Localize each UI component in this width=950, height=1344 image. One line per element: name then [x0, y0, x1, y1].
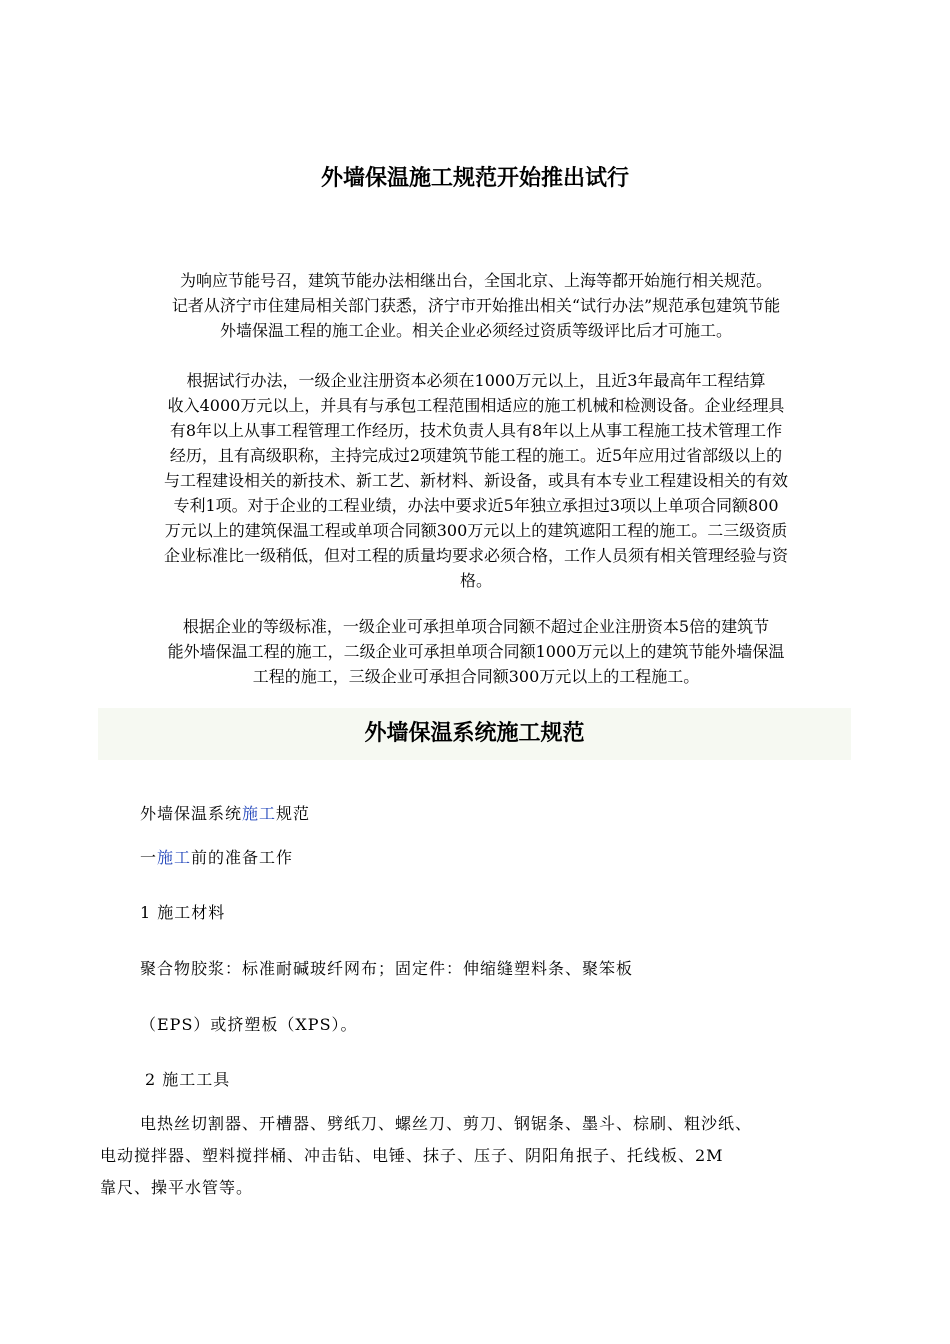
text-line: 为响应节能号召，建筑节能办法相继出台，全国北京、上海等都开始施行相关规范。 [179, 271, 772, 290]
page-title: 外墙保温施工规范开始推出试行 [320, 166, 629, 191]
text-line: 收入4000万元以上，并具有与承包工程范围相适应的施工机械和检测设备。企业经理具 [167, 396, 785, 415]
prep-heading-text: 一 [140, 848, 158, 867]
text-line: 工程的施工，三级企业可承担合同额300万元以上的工程施工。 [252, 667, 700, 686]
text-line: 企业标准比一级稍低，但对工程的质量均要求必须合格，工作人员须有相关管理经验与资 [163, 546, 788, 565]
construction-link[interactable]: 施工 [242, 804, 277, 823]
intro-paragraph [100, 268, 852, 343]
materials-text: 聚合物胶浆：标准耐碱玻纤网布；固定件：伸缩缝塑料条、聚笨板 [140, 959, 634, 978]
text-line: 经历，且有高级职称，主持完成过2项建筑节能工程的施工。近5年应用过省部级以上的 [169, 446, 783, 465]
text-line: 专利1项。对于企业的工程业绩，办法中要求近5年独立承担过3项以上单项合同额800 [173, 496, 779, 515]
text-line: 根据企业的等级标准，一级企业可承担单项合同额不超过企业注册资本5倍的建筑节 [182, 617, 770, 636]
text-line: 与工程建设相关的新技术、新工艺、新材料、新设备，或具有本专业工程建设相关的有效 [163, 471, 788, 490]
text-line: 能外墙保温工程的施工，二级企业可承担单项合同额1000万元以上的建筑节能外墙保温 [167, 642, 785, 661]
text-line: 外墙保温工程的施工企业。相关企业必须经过资质等级评比后才可施工。 [219, 321, 732, 340]
text-line: 靠尺、操平水管等。 [100, 1178, 254, 1197]
text-line: 万元以上的建筑保温工程或单项合同额300万元以上的建筑遮阳工程的施工。二三级资质 [164, 521, 788, 540]
text-line: 电热丝切割器、开槽器、劈纸刀、螺丝刀、剪刀、钢锯条、墨斗、棕刷、粗沙纸、 [140, 1114, 753, 1133]
tools-paragraph [100, 1108, 860, 1204]
prep-heading-text: 前的准备工作 [191, 848, 294, 867]
materials-heading: 1 施工材料 [140, 903, 226, 922]
prep-heading [140, 845, 293, 871]
text-line: 有8年以上从事工程管理工作经历，技术负责人具有8年以上从事工程施工技术管理工作 [169, 421, 783, 440]
text-line: 格。 [459, 571, 492, 590]
grade-paragraph [100, 614, 852, 689]
text-line: 记者从济宁市住建局相关部门获悉，济宁市开始推出相关“试行办法”规范承包建筑节能 [171, 296, 781, 315]
tools-heading: 2 施工工具 [145, 1070, 231, 1089]
section-title: 外墙保温系统施工规范 [364, 721, 585, 746]
spec-heading-text: 规范 [276, 804, 311, 823]
construction-link[interactable]: 施工 [157, 848, 192, 867]
materials-text: （EPS）或挤塑板（XPS）。 [140, 1015, 358, 1034]
spec-heading-text: 外墙保温系统 [140, 804, 243, 823]
requirements-paragraph [100, 368, 852, 593]
text-line: 根据试行办法，一级企业注册资本必须在1000万元以上，且近3年最高年工程结算 [186, 371, 766, 390]
spec-heading [140, 801, 310, 827]
text-line: 电动搅拌器、塑料搅拌桶、冲击钻、电锤、抹子、压子、阴阳角抿子、托线板、2M [100, 1146, 724, 1165]
